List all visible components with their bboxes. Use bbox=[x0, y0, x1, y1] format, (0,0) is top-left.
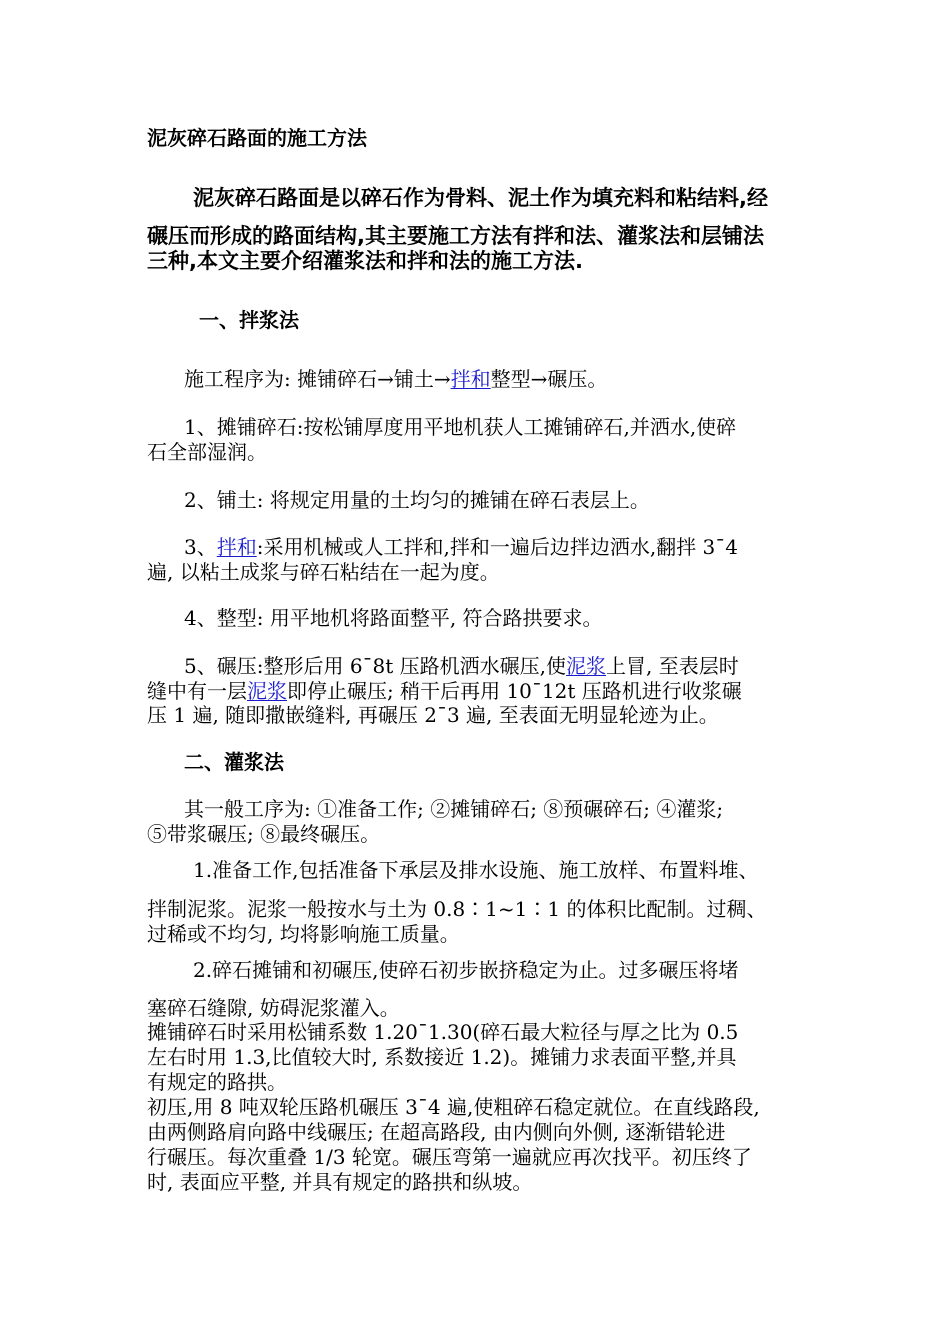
step-5-text: 5、碾压:整形后用 6¯8t 压路机洒水碾压,使 bbox=[184, 654, 567, 678]
step-3-prefix: 3、 bbox=[184, 535, 217, 559]
step-2-text: 2、铺土: 将规定用量的土均匀的摊铺在碎石表层上。 bbox=[184, 488, 650, 512]
procedure-text-before: 施工程序为: 摊铺碎石→铺土→ bbox=[184, 367, 451, 391]
step-1-line: 1、摊铺碎石:按松铺厚度用平地机获人工摊铺碎石,并洒水,使碎 bbox=[184, 415, 737, 439]
step-1-line: 石全部湿润。 bbox=[147, 440, 267, 464]
paragraph-line: 初压,用 8 吨双轮压路机碾压 3¯4 遍,使粗碎石稳定就位。在直线路段, bbox=[147, 1095, 760, 1119]
step-5-text: 即停止碾压; 稍干后再用 10¯12t 压路机进行收浆碾 bbox=[287, 679, 742, 703]
paragraph-line: 1.准备工作,包括准备下承层及排水设施、施工放样、布置料堆、 bbox=[193, 858, 759, 882]
paragraph-line: 有规定的路拱。 bbox=[147, 1070, 287, 1094]
paragraph-line: 行碾压。每次重叠 1/3 轮宽。碾压弯第一遍就应再次找平。初压终了 bbox=[147, 1145, 752, 1169]
paragraph-line: 摊铺碎石时采用松铺系数 1.20¯1.30(碎石最大粒径与厚之比为 0.5 bbox=[147, 1020, 739, 1044]
step-3-rest: :采用机械或人工拌和,拌和一遍后边拌边洒水,翻拌 3¯4 bbox=[256, 535, 738, 559]
paragraph-line: 2.碎石摊铺和初碾压,使碎石初步嵌挤稳定为止。过多碾压将堵 bbox=[193, 958, 739, 982]
paragraph-line: 塞碎石缝隙, 妨碍泥浆灌入。 bbox=[147, 996, 400, 1020]
link-nijiang[interactable]: 泥浆 bbox=[247, 679, 287, 703]
link-nijiang[interactable]: 泥浆 bbox=[566, 654, 607, 678]
procedure-text bbox=[184, 367, 607, 391]
step-5-line bbox=[184, 654, 739, 678]
step-3-line: 遍, 以粘土成浆与碎石粘结在一起为度。 bbox=[147, 560, 500, 584]
intro-line: 三种,本文主要介绍灌浆法和拌和法的施工方法. bbox=[147, 249, 583, 273]
step-4-text: 4、整型: 用平地机将路面整平, 符合路拱要求。 bbox=[184, 606, 603, 630]
step-5-line: 压 1 遍, 随即撒嵌缝料, 再碾压 2¯3 遍, 至表面无明显轮迹为止。 bbox=[147, 703, 719, 727]
step-5-line bbox=[147, 679, 742, 703]
paragraph-line: 时, 表面应平整, 并具有规定的路拱和纵坡。 bbox=[147, 1170, 533, 1194]
paragraph-line: 拌制泥浆。泥浆一般按水与土为 0.8∶1~1∶1 的体积比配制。过稠、 bbox=[147, 897, 767, 921]
step-5-text: 缝中有一层 bbox=[147, 679, 247, 703]
intro-line: 碾压而形成的路面结构,其主要施工方法有拌和法、灌浆法和层铺法 bbox=[147, 224, 764, 248]
paragraph-line: 左右时用 1.3,比值较大时, 系数接近 1.2)。摊铺力求表面平整,并具 bbox=[147, 1045, 737, 1069]
sequence-line: 其一般工序为: ①准备工作; ②摊铺碎石; ⑧预碾碎石; ④灌浆; bbox=[184, 797, 724, 821]
procedure-text-after: 整型→碾压。 bbox=[490, 367, 608, 391]
section-heading: 一、拌浆法 bbox=[199, 308, 299, 332]
section-heading: 二、灌浆法 bbox=[184, 750, 284, 774]
document-title: 泥灰碎石路面的施工方法 bbox=[147, 126, 367, 150]
paragraph-line: 由两侧路肩向路中线碾压; 在超高路段, 由内侧向外侧, 逐渐错轮进 bbox=[147, 1120, 726, 1144]
step-5-text: 上冒, 至表层时 bbox=[606, 654, 739, 678]
sequence-line: ⑤带浆碾压; ⑧最终碾压。 bbox=[147, 822, 381, 846]
link-banhe[interactable]: 拌和 bbox=[216, 535, 257, 559]
step-3-line bbox=[184, 535, 738, 559]
link-banhe[interactable]: 拌和 bbox=[450, 367, 491, 391]
paragraph-line: 过稀或不均匀, 均将影响施工质量。 bbox=[147, 922, 460, 946]
intro-line: 泥灰碎石路面是以碎石作为骨料、泥土作为填充料和粘结料,经 bbox=[193, 186, 768, 210]
